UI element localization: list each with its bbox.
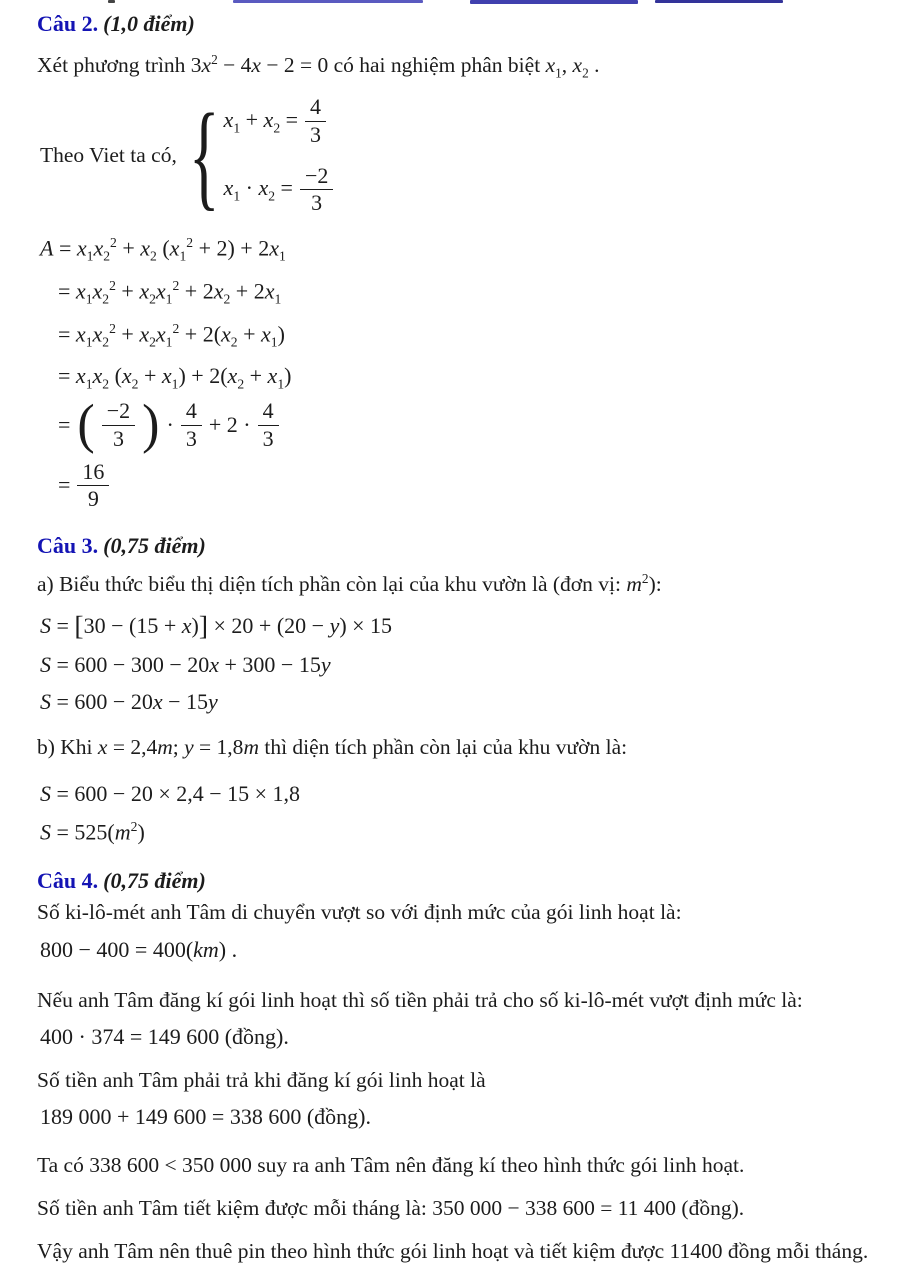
cau2-intro <box>37 51 876 82</box>
equation-line-s: S = 600 − 20x − 15y <box>40 688 218 714</box>
part-b-text: b) Khi <box>37 735 98 760</box>
question-points: (1,0 điểm) <box>103 11 195 36</box>
numerator: 4 <box>305 95 326 122</box>
cutoff-text-fragment <box>108 0 115 3</box>
viet-equation-sum <box>224 95 334 147</box>
viet-label: Theo Viet ta có, <box>40 142 177 167</box>
viet-equation-product <box>224 164 334 216</box>
denominator: 9 <box>87 486 99 512</box>
cutoff-previous-line <box>0 0 900 6</box>
dot-operator: · <box>166 412 174 438</box>
equation-line-s: S = 600 − 300 − 20x + 300 − 15y <box>40 652 331 678</box>
viet-system <box>37 89 876 221</box>
fraction <box>300 164 333 216</box>
fraction <box>305 95 326 147</box>
calculation-line: 400 · 374 = 149 600 (đồng). <box>40 1023 289 1049</box>
viet-equations <box>224 95 334 216</box>
equation-result-line <box>37 460 876 512</box>
fraction <box>181 399 202 451</box>
cutoff-text-fragment <box>470 0 638 4</box>
cau4-conclusion: Vậy anh Tâm nên thuê pin theo hình thức gói linh hoạt và tiết kiệm được 11400 đồng mỗi tháng. <box>37 1238 869 1263</box>
question-2-heading <box>37 10 876 39</box>
cau3-part-a: a) Biểu thức biểu thị diện tích phần còn lại của khu vườn là (đơn vị: $m^2$): <box>37 571 662 597</box>
equation-line: = $x_1x_2^2 + x_2x_1^2 + 2x_2 + 2x_1$ <box>58 278 282 308</box>
denominator: 3 <box>112 425 124 451</box>
cutoff-text-fragment <box>655 0 783 3</box>
cau4-paragraph: Nếu anh Tâm đăng kí gói linh hoạt thì số tiền phải trả cho số ki-lô-mét vượt định mức là: <box>37 987 803 1012</box>
numerator: 4 <box>258 399 279 426</box>
intro-text: có hai nghiệm phân biệt <box>328 52 546 77</box>
numerator: −2 <box>102 399 135 426</box>
left-paren: ( <box>77 394 95 455</box>
calculation-line: 189 000 + 149 600 = 338 600 (đồng). <box>40 1104 371 1130</box>
fraction <box>102 399 135 451</box>
left-brace: { <box>188 89 220 221</box>
numerator: 16 <box>77 460 109 487</box>
part-b-values: x = 2,4m; y = 1,8m <box>97 735 259 760</box>
right-paren: ) <box>142 394 160 455</box>
question-number: Câu 2. <box>37 11 99 36</box>
equation-line-fractions <box>37 394 876 455</box>
question-3-heading <box>37 532 876 561</box>
equation-line: = $x_1x_2$ $(x_2 + x_1) + 2(x_2 + x_1)$ <box>58 363 292 392</box>
question-points: (0,75 điểm) <box>103 867 206 893</box>
intro-variables: $x_1$, $x_2$ <box>545 52 589 81</box>
numerator: 4 <box>181 399 202 426</box>
question-points: (0,75 điểm) <box>103 532 206 558</box>
intro-text: . <box>588 52 600 77</box>
denominator: 3 <box>185 425 197 451</box>
cau4-paragraph: Số tiền anh Tâm phải trả khi đăng kí gói linh hoạt là <box>37 1068 486 1093</box>
cutoff-text-fragment <box>233 0 423 3</box>
equation-line-a: $A = x_1x_2^2 + x_2$ $(x_1^2 + 2) + 2x_1$ <box>40 234 286 264</box>
equation-line: = $x_1x_2^2 + x_2x_1^2 + 2(x_2 + x_1)$ <box>58 320 285 350</box>
equation-line-s: S = [30 − (15 + x)] × 20 + (20 − y) × 15 <box>40 610 393 642</box>
equals-sign: = <box>58 472 71 498</box>
equation-lhs: $x_1 \cdot x_2$ = <box>223 175 293 204</box>
equation-lhs: $x_1 + x_2$ = <box>223 106 299 136</box>
cau4-paragraph: Ta có 338 600 < 350 000 suy ra anh Tâm nên đăng kí theo hình thức gói linh hoạt. <box>37 1152 745 1177</box>
cau4-paragraph: Số ki-lô-mét anh Tâm di chuyển vượt so với định mức của gói linh hoạt là: <box>37 900 682 925</box>
numerator: −2 <box>300 164 333 191</box>
equation-line-s: S = 600 − 20 × 2,4 − 15 × 1,8 <box>40 781 301 807</box>
question-4-heading <box>37 867 876 896</box>
part-b-text: thì diện tích phần còn lại của khu vườn là: <box>258 735 628 760</box>
equation-result-s: $S = 525(m^2)$ <box>40 818 145 845</box>
denominator: 3 <box>310 121 322 147</box>
fraction <box>77 460 109 512</box>
equals-sign: = <box>58 412 71 438</box>
question-number: Câu 3. <box>37 532 99 558</box>
cau3-part-b <box>37 734 876 762</box>
plus-term: + 2 · <box>208 412 251 438</box>
denominator: 3 <box>311 190 323 216</box>
intro-text: Xét phương trình <box>37 52 191 77</box>
intro-equation: $3x^2 - 4x - 2 = 0$ <box>190 51 329 77</box>
cau4-paragraph: Số tiền anh Tâm tiết kiệm được mỗi tháng là: 350 000 − 338 600 = 11 400 (đồng). <box>37 1195 745 1220</box>
calculation-line: 800 − 400 = 400(km) . <box>40 937 238 963</box>
fraction <box>258 399 279 451</box>
question-number: Câu 4. <box>37 867 99 893</box>
denominator: 3 <box>262 425 274 451</box>
